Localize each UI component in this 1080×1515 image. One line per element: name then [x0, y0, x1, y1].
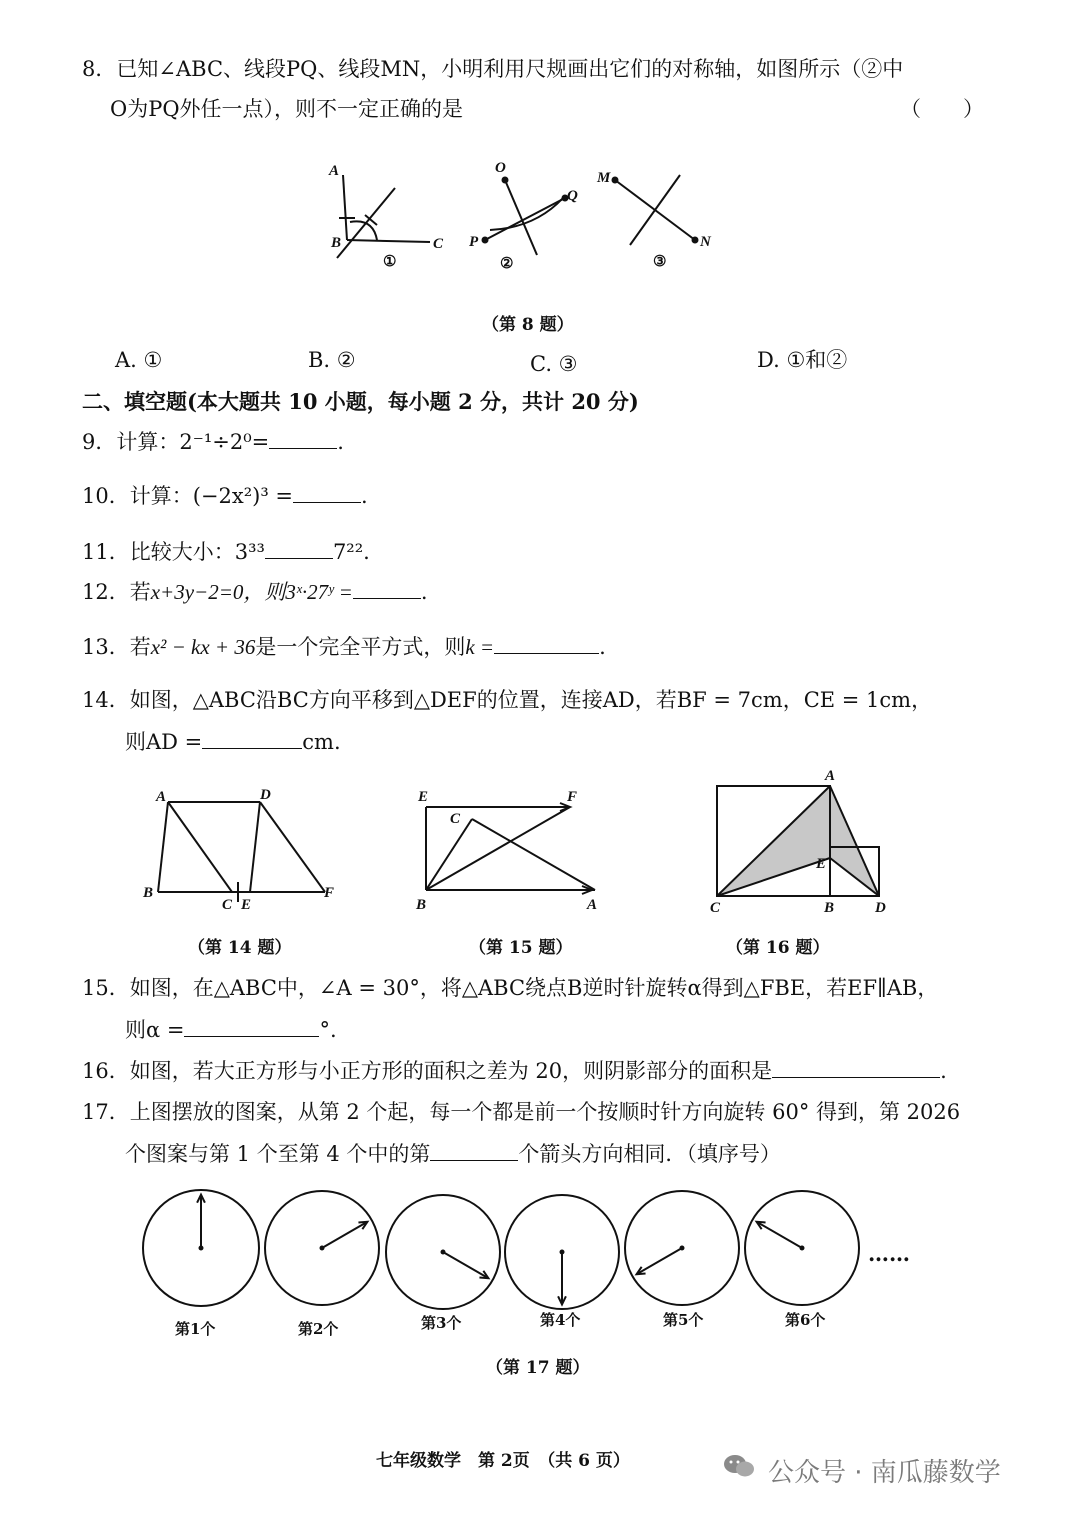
fig14-label-C: C: [222, 897, 233, 913]
fig8-label-B: B: [331, 235, 342, 251]
fig16-caption: （第 16 题）: [726, 938, 830, 958]
q11-b: 7²²: [332, 540, 364, 564]
q13-prefix: 13．若: [82, 635, 151, 659]
q17-line2: [125, 1140, 781, 1168]
q9-prefix: 9．计算：: [82, 430, 180, 454]
fig14-label-E: E: [241, 897, 252, 913]
fig17-center-6: [800, 1246, 805, 1251]
fig15-caption: （第 15 题）: [469, 938, 573, 958]
q8-answer-paren: （ ）: [900, 97, 984, 121]
q13-k: k =: [465, 635, 495, 659]
fig17-ellipsis: ……: [868, 1241, 910, 1266]
q13: [82, 633, 606, 661]
fig15-label-E: E: [418, 789, 429, 805]
q14-blank: [202, 728, 302, 749]
fig14-label-A: A: [156, 789, 167, 805]
fig17-center-2: [320, 1246, 325, 1251]
q12-end: .: [420, 580, 428, 604]
fig15-label-F: F: [567, 789, 578, 805]
q15-line1: 15．如图，在△ABC中，∠A = 30°，将△ABC绕点B逆时针旋转α得到△FBE，若EF∥AB，: [82, 976, 939, 1000]
fig8-label-C: C: [433, 236, 444, 252]
fig16-label-A: A: [825, 768, 836, 784]
fig15-label-B: B: [416, 897, 427, 913]
q11: [82, 538, 370, 566]
fig8-label-M: M: [597, 170, 611, 186]
fig2-segment: [483, 178, 568, 256]
q12-expr: x+3y−2=0，则3ˣ·27ʸ =: [150, 580, 353, 604]
fig8-num-3: ③: [653, 254, 667, 270]
q16-text: 16．如图，若大正方形与小正方形的面积之差为 20，则阴影部分的面积是: [82, 1059, 773, 1083]
fig16-label-D: D: [875, 900, 886, 916]
q16-blank: [772, 1057, 940, 1078]
fig17-center-4: [560, 1250, 565, 1255]
q8-option-a: A. ①: [115, 348, 163, 372]
q10-prefix: 10．计算：: [82, 484, 193, 508]
fig14-label-B: B: [143, 885, 154, 901]
q8-option-d: D. ①和②: [757, 348, 848, 372]
fig16-label-B: B: [824, 900, 835, 916]
fig17-label-2: 第2个: [298, 1320, 339, 1338]
q12-prefix: 12．若: [82, 580, 151, 604]
q13-expr: x² − kx + 36: [150, 635, 256, 659]
q15-alpha: 则α =: [125, 1018, 185, 1042]
fig17-arrow-6: [757, 1222, 802, 1248]
q8-option-c: C. ③: [530, 352, 578, 376]
fig17-label-4: 第4个: [540, 1311, 581, 1329]
fig3-segment: [613, 175, 698, 245]
q15-degree: °.: [319, 1018, 337, 1042]
fig17-label-5: 第5个: [663, 1311, 704, 1329]
q15-blank: [184, 1016, 319, 1037]
fig8-num-2: ②: [500, 256, 514, 272]
fig17-label-6: 第6个: [785, 1311, 826, 1329]
fig14-label-F: F: [324, 885, 335, 901]
fig17-center-1: [199, 1246, 204, 1251]
fig14-label-D: D: [260, 787, 271, 803]
q12-blank: [353, 578, 421, 599]
q14-ad: 则AD =: [125, 730, 203, 754]
q9-expr: 2⁻¹÷2⁰=: [179, 430, 270, 454]
q11-a: 3³³: [234, 540, 265, 564]
watermark: 公众号 · 南瓜藤数学: [768, 1458, 1001, 1488]
q17-line2-a: 个图案与第 1 个至第 4 个中的第: [125, 1142, 431, 1166]
fig17-arrow-3: [443, 1252, 488, 1278]
q12: [82, 578, 428, 606]
fig15-label-C: C: [450, 811, 461, 827]
q16-end: .: [940, 1059, 947, 1083]
fig16-label-C: C: [710, 900, 721, 916]
fig14-caption: （第 14 题）: [188, 938, 292, 958]
fig8-num-1: ①: [383, 254, 397, 270]
fig8-label-N: N: [700, 234, 711, 250]
q13-blank: [494, 633, 599, 654]
q11-blank: [265, 538, 333, 559]
q13-end: .: [599, 635, 606, 659]
q9: [82, 428, 344, 456]
fig17-caption: （第 17 题）: [486, 1358, 590, 1378]
fig17-label-3: 第3个: [421, 1314, 462, 1332]
fig8-label-Q: Q: [567, 188, 578, 204]
fig15: [412, 785, 612, 913]
fig17-label-1: 第1个: [175, 1320, 216, 1338]
q17-blank: [430, 1140, 518, 1161]
q8-line2: O为PQ外任一点），则不一定正确的是: [110, 97, 464, 121]
q10-expr: (−2x²)³ =: [192, 484, 294, 508]
q9-end: .: [337, 430, 344, 454]
q8-option-b: B. ②: [308, 348, 356, 372]
q8-figure: [325, 160, 745, 280]
fig17-arrow-2: [322, 1222, 367, 1248]
wechat-icon: [722, 1453, 756, 1479]
fig8-label-A: A: [329, 163, 340, 179]
fig16: [705, 768, 895, 916]
fig14: [140, 785, 340, 913]
section-2-heading: 二、填空题(本大题共 10 小题，每小题 2 分，共计 20 分): [82, 389, 639, 414]
q8-caption: （第 8 题）: [482, 315, 574, 335]
q8-line1: 8．已知∠ABC、线段PQ、线段MN，小明利用尺规画出它们的对称轴，如图所示（②中: [82, 57, 904, 81]
q14-line1: 14．如图，△ABC沿BC方向平移到△DEF的位置，连接AD，若BF = 7cm，CE = 1cm，: [82, 688, 933, 712]
fig16-label-E: E: [816, 856, 827, 872]
fig17-center-5: [680, 1246, 685, 1251]
q17-line2-b: 个箭头方向相同．（填序号）: [518, 1142, 781, 1166]
q10-end: .: [361, 484, 368, 508]
fig17-center-3: [441, 1250, 446, 1255]
fig8-label-O: O: [495, 160, 506, 176]
q15-line2: [125, 1016, 337, 1044]
fig17: [140, 1190, 920, 1320]
q14-line2: [125, 728, 341, 756]
q11-end: .: [363, 540, 370, 564]
q10-blank: [293, 482, 361, 503]
q11-prefix: 11．比较大小：: [82, 540, 235, 564]
fig1-angle: [337, 175, 430, 258]
q17-line1: 17．上图摆放的图案，从第 2 个起，每一个都是前一个按顺时针方向旋转 60° 得到，第 2026: [82, 1100, 961, 1124]
q13-mid: 是一个完全平方式，则: [255, 635, 466, 659]
fig17-arrow-5: [637, 1248, 682, 1274]
q16: [82, 1057, 947, 1085]
q9-blank: [269, 428, 337, 449]
fig8-label-P: P: [469, 234, 479, 250]
page-footer: 七年级数学 第 2页 （共 6 页）: [376, 1451, 630, 1471]
q10: [82, 482, 368, 510]
fig15-label-A: A: [587, 897, 598, 913]
q14-unit: cm.: [302, 730, 341, 754]
